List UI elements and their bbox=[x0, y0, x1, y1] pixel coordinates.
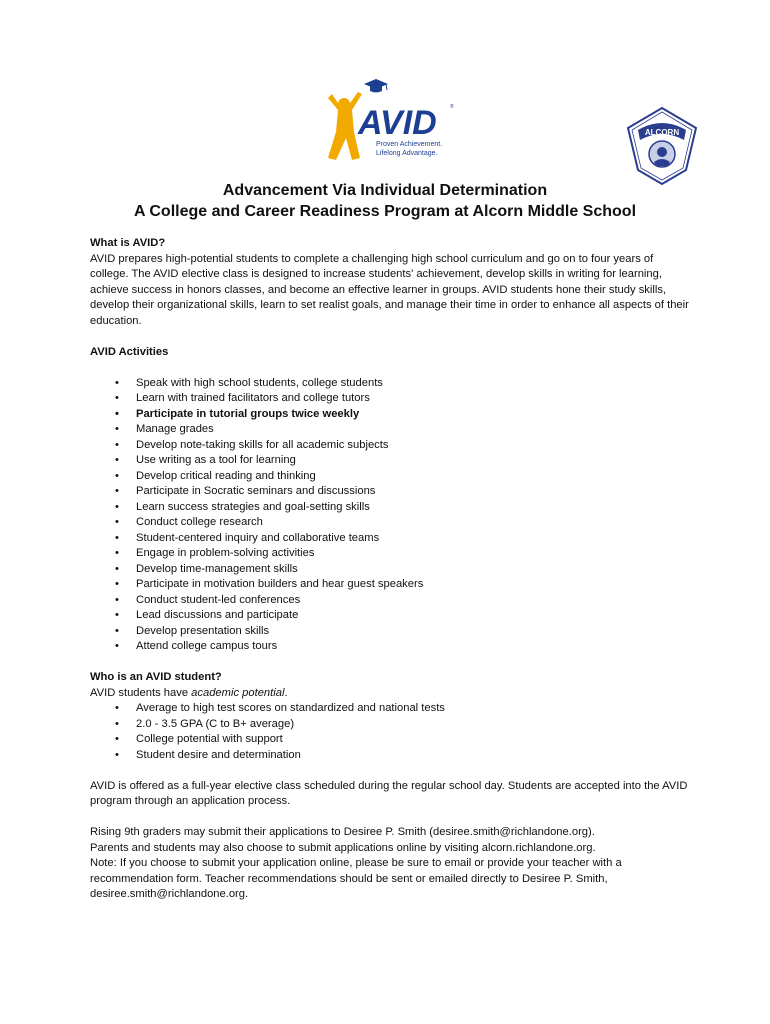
list-item: • Engage in problem-solving activities bbox=[90, 546, 690, 562]
list-item: • Participate in tutorial groups twice weekly bbox=[90, 407, 690, 423]
document-body bbox=[90, 236, 690, 903]
list-item: • Manage grades bbox=[90, 422, 690, 438]
avid-tagline-2: Lifelong Advantage. bbox=[376, 150, 438, 157]
avid-figure-icon bbox=[328, 92, 362, 160]
avid-wordmark: AVID bbox=[358, 104, 437, 142]
svg-text:®: ® bbox=[450, 104, 454, 110]
list-item: • Student desire and determination bbox=[90, 748, 690, 764]
who-heading: Who is an AVID student? bbox=[90, 671, 222, 683]
list-item: • Participate in Socratic seminars and discussions bbox=[90, 484, 690, 500]
list-item: • 2.0 - 3.5 GPA (C to B+ average) bbox=[90, 717, 690, 733]
graduation-cap-icon bbox=[364, 79, 388, 93]
list-item: • Lead discussions and participate bbox=[90, 608, 690, 624]
who-intro: AVID students have academic potential. bbox=[90, 686, 288, 699]
what-is-paragraph: AVID prepares high-potential students to complete a challenging high school curriculum and go on to four years of college. The AVID elective class is designed to increase students' achievement, develop skills in writing for learning, achieve success in honors classes, and become an effective learner in groups. AVID students hone their study skills, develop their organizational skills, learn to set realist goals, and manage their time in order to enhance all aspects of their education. bbox=[90, 252, 689, 327]
list-item: • Average to high test scores on standardized and national tests bbox=[90, 701, 690, 717]
academic-potential-emphasis: academic potential bbox=[191, 686, 285, 699]
what-is-heading: What is AVID? bbox=[90, 237, 166, 249]
list-item: • Learn success strategies and goal-setting skills bbox=[90, 500, 690, 516]
list-item: • Student-centered inquiry and collaborative teams bbox=[90, 531, 690, 547]
avid-tagline-1: Proven Achievement. bbox=[376, 141, 443, 148]
list-item: • College potential with support bbox=[90, 732, 690, 748]
document-title: Advancement Via Individual Determination bbox=[222, 182, 548, 199]
list-item: • Develop time-management skills bbox=[90, 562, 690, 578]
activities-heading: AVID Activities bbox=[90, 345, 169, 358]
seal-text: ALCORN bbox=[644, 128, 680, 137]
apply-note: Note: If you choose to submit your application online, please be sure to email or provide your teacher with a recommendation form. Teacher recommendations should be sent or emailed directly to Desiree P. Smith, desiree.smith@richlandone.org. bbox=[90, 857, 622, 900]
document-header bbox=[0, 180, 770, 222]
avid-logo bbox=[324, 76, 456, 162]
activities-list bbox=[90, 376, 690, 655]
apply-line-1: Rising 9th graders may submit their applications to Desiree P. Smith (desiree.smith@richlandone.org). bbox=[90, 826, 595, 838]
list-item: • Conduct college research bbox=[90, 515, 690, 531]
offered-paragraph: AVID is offered as a full-year elective class scheduled during the regular school day. Students are accepted into the AVID program through an application process. bbox=[90, 779, 688, 807]
list-item: • Learn with trained facilitators and college tutors bbox=[90, 391, 690, 407]
list-item: • Speak with high school students, college students bbox=[90, 376, 690, 392]
apply-line-2: Parents and students may also choose to submit applications online by visiting alcorn.richlandone.org. bbox=[90, 841, 596, 854]
school-seal-logo bbox=[624, 106, 700, 186]
list-item: • Develop note-taking skills for all academic subjects bbox=[90, 438, 690, 454]
list-item: • Use writing as a tool for learning bbox=[90, 453, 690, 469]
who-list bbox=[90, 701, 690, 763]
list-item: • Conduct student-led conferences bbox=[90, 593, 690, 609]
list-item: • Participate in motivation builders and hear guest speakers bbox=[90, 577, 690, 593]
list-item: • Develop critical reading and thinking bbox=[90, 469, 690, 485]
list-item: • Develop presentation skills bbox=[90, 624, 690, 640]
list-item: • Attend college campus tours bbox=[90, 639, 690, 655]
document-subtitle: A College and Career Readiness Program at Alcorn Middle School bbox=[133, 203, 637, 220]
